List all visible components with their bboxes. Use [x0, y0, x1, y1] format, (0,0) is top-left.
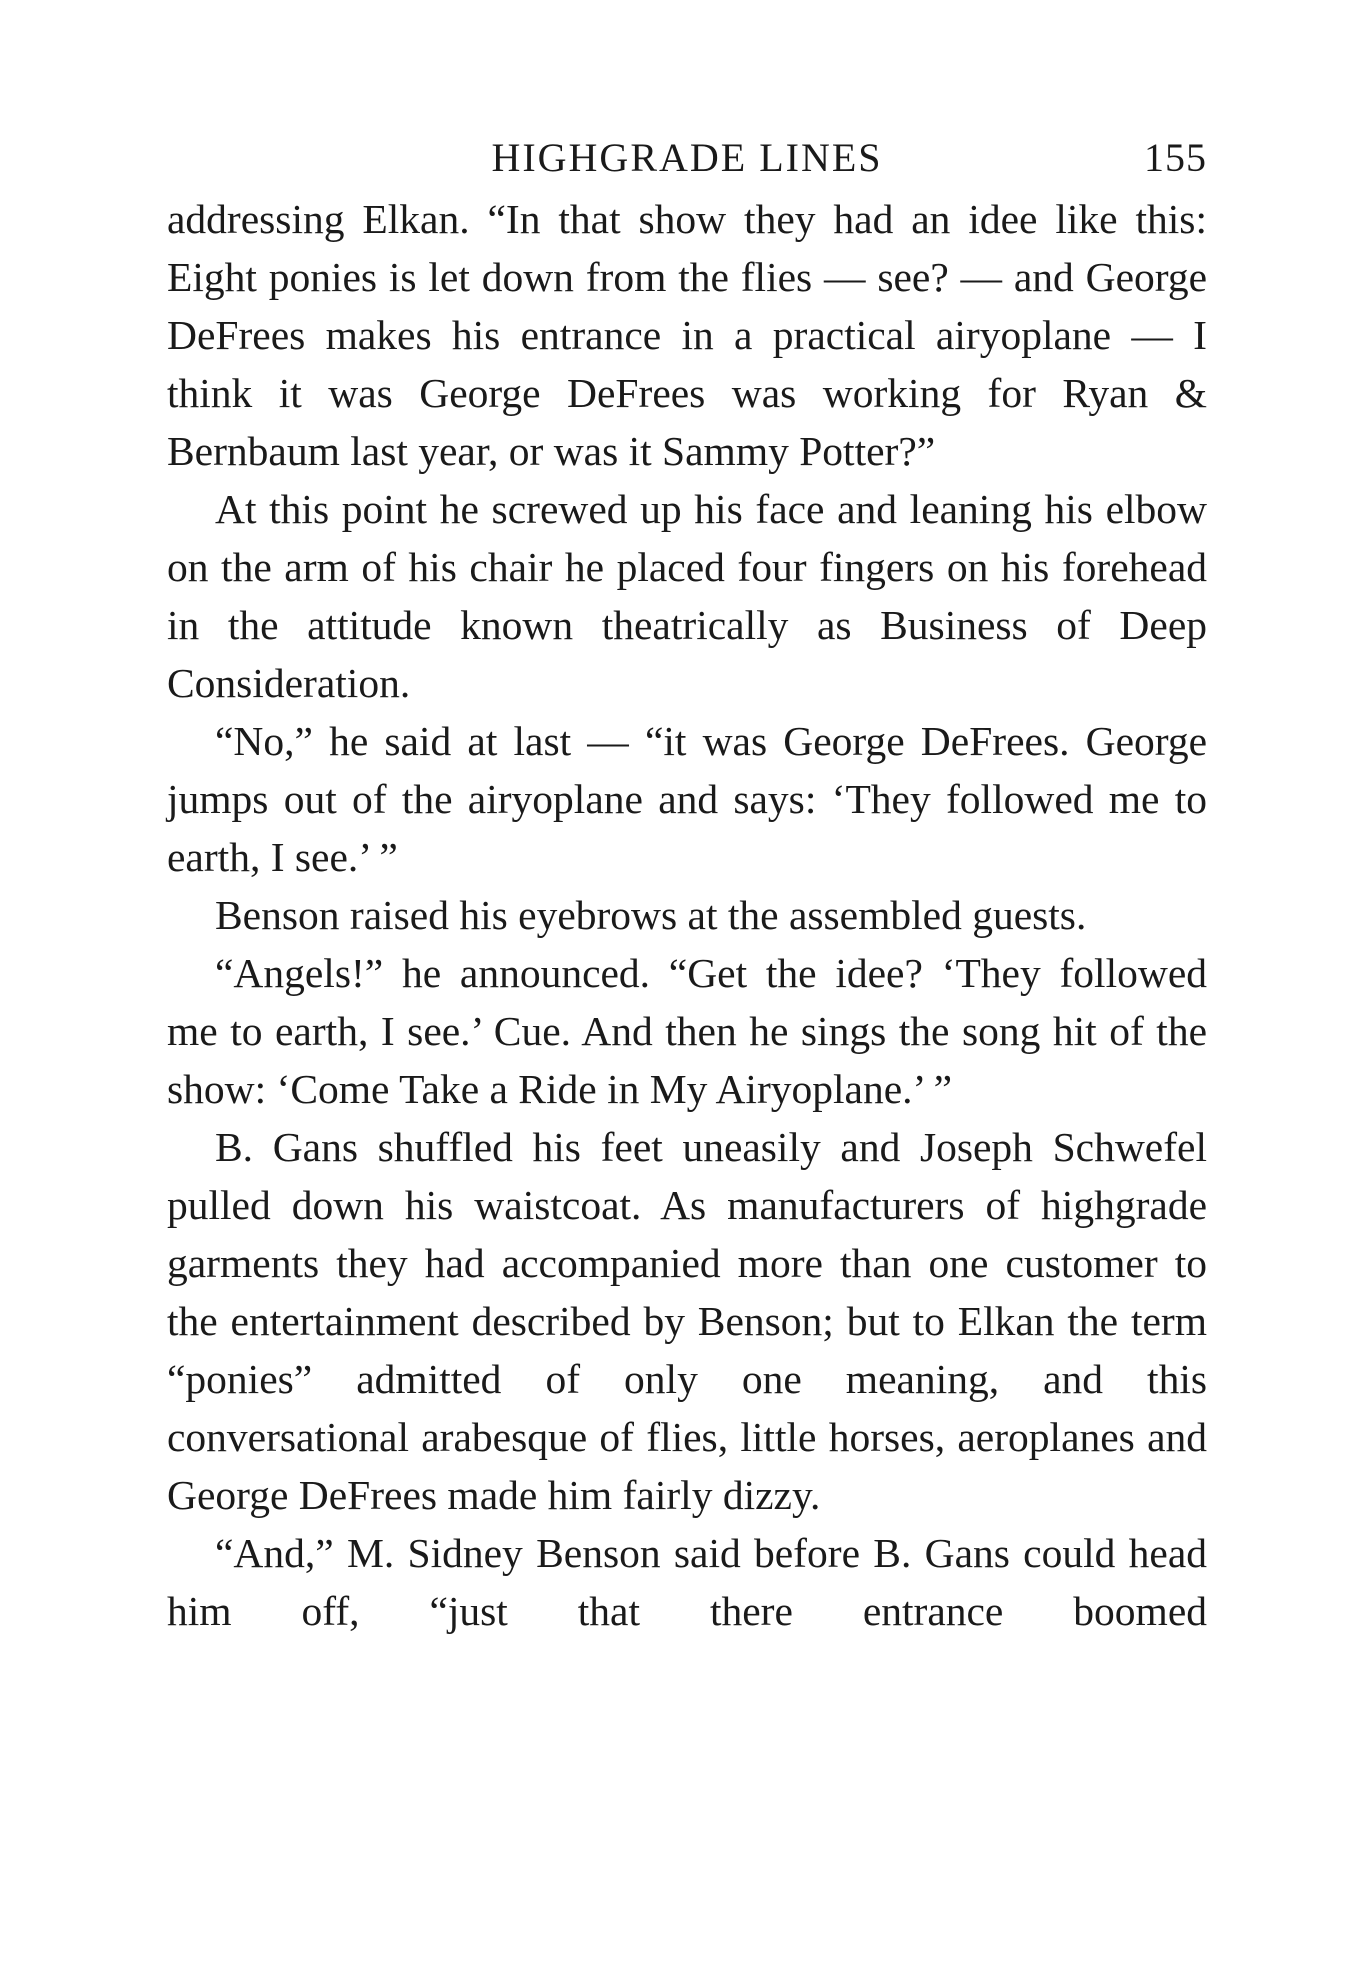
book-page: [167, 130, 1207, 1640]
paragraph: “Angels!” he announced. “Get the idee? ‘They followed me to earth, I see.’ Cue. And then he sings the song hit of the show: ‘Come Take a Ride in My Airyoplane.’ ”: [167, 950, 1207, 1112]
paragraph: At this point he screwed up his face and leaning his elbow on the arm of his chair he placed four fingers on his forehead in the attitude known theatrically as Business of Deep Consideration.: [167, 486, 1207, 706]
running-head: [167, 130, 1207, 190]
paragraph: “No,” he said at last — “it was George DeFrees. George jumps out of the airyoplane and says: ‘They followed me to earth, I see.’ ”: [167, 718, 1207, 880]
body-text: [167, 190, 1207, 1640]
running-head-title: HIGHGRADE LINES: [491, 135, 883, 180]
page-number: 155: [1144, 135, 1207, 180]
paragraph: B. Gans shuffled his feet uneasily and Joseph Schwefel pulled down his waistcoat. As manufacturers of highgrade garments they had accompanied more than one customer to the entertainment described by Benson; but to Elkan the term “ponies” admitted of only one meaning, and this conversational arabesque of flies, little horses, aeroplanes and George DeFrees made him fairly dizzy.: [167, 1124, 1207, 1518]
paragraph: Benson raised his eyebrows at the assembled guests.: [215, 892, 1087, 938]
paragraph: addressing Elkan. “In that show they had an idee like this: Eight ponies is let down from the flies — see? — and George DeFrees makes his entrance in a practical airyoplane — I think it was George DeFrees was working for Ryan & Bernbaum last year, or was it Sammy Potter?”: [167, 196, 1207, 474]
paragraph: “And,” M. Sidney Benson said before B. Gans could head him off, “just that there entrance boomed: [167, 1530, 1207, 1634]
